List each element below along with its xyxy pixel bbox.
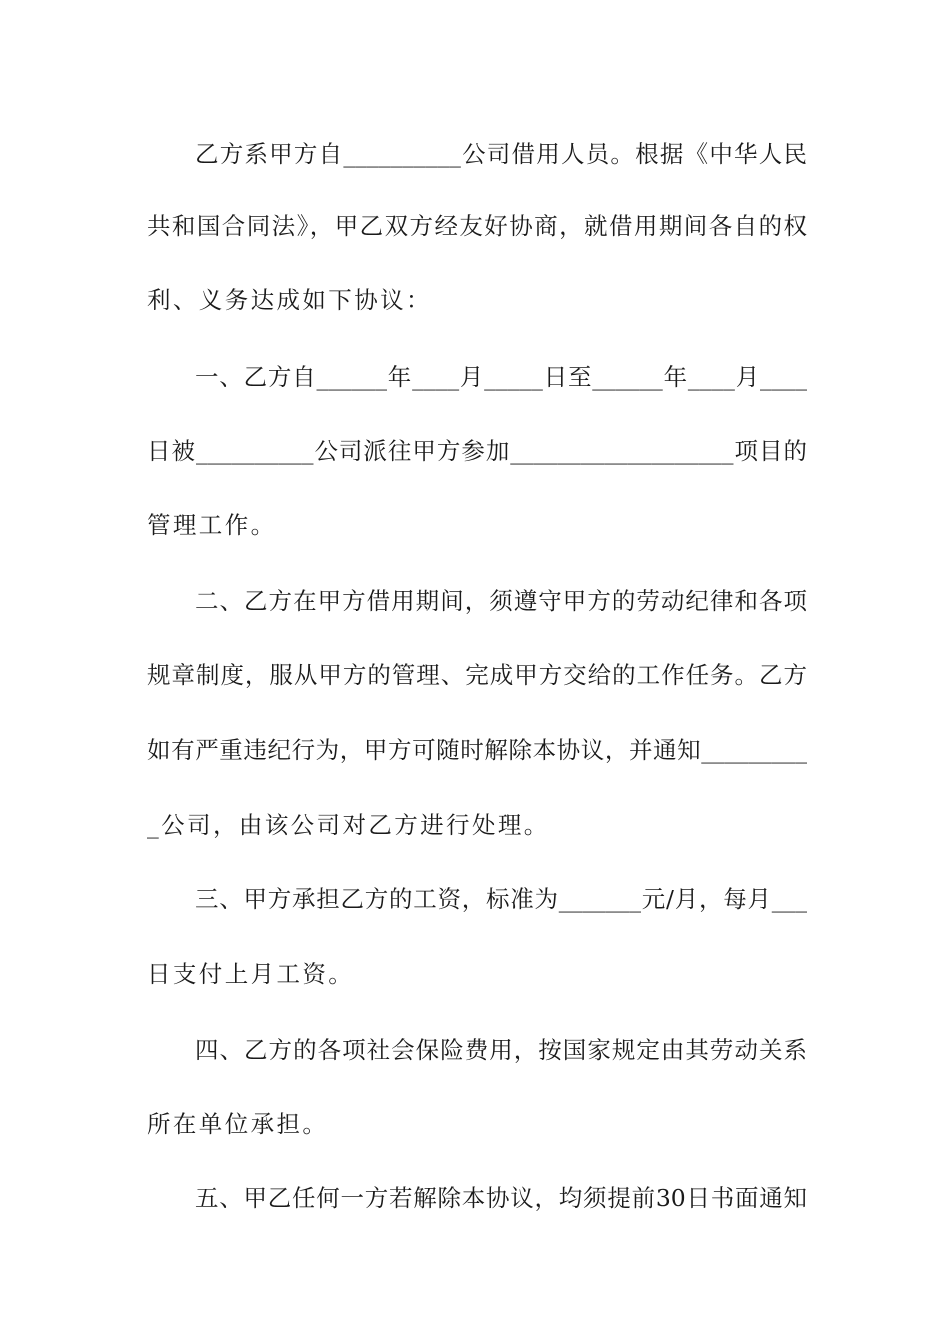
clause-5-line-1: 五、甲乙任何一方若解除本协议，均须提前30日书面通知	[195, 1184, 807, 1212]
clause-1-line-2: 日被__________公司派往甲方参加___________________项目的	[147, 437, 807, 465]
clause-1-line-1: 一、乙方自______年____月_____日至______年____月____	[195, 363, 807, 391]
clause-2-line-4: _公司，由该公司对乙方进行处理。	[147, 811, 550, 839]
clause-2-line-2: 规章制度，服从甲方的管理、完成甲方交给的工作任务。乙方	[147, 661, 807, 689]
clause-3-line-1: 三、甲方承担乙方的工资，标准为_______元/月，每月___	[195, 885, 807, 913]
clause-4-line-1: 四、乙方的各项社会保险费用，按国家规定由其劳动关系	[195, 1036, 807, 1064]
clause-2-line-3: 如有严重违纪行为，甲方可随时解除本协议，并通知_________	[147, 736, 807, 764]
clause-2-line-1: 二、乙方在甲方借用期间，须遵守甲方的劳动纪律和各项	[195, 587, 807, 615]
clause-4-line-2: 所在单位承担。	[147, 1110, 329, 1138]
clause-3-line-2: 日支付上月工资。	[147, 960, 355, 988]
paragraph-intro-line-3: 利、义务达成如下协议：	[147, 286, 432, 314]
clause-1-line-3: 管理工作。	[147, 511, 277, 539]
paragraph-intro-line-2: 共和国合同法》，甲乙双方经友好协商，就借用期间各自的权	[147, 212, 807, 240]
paragraph-intro-line-1: 乙方系甲方自__________公司借用人员。根据《中华人民	[195, 140, 807, 168]
